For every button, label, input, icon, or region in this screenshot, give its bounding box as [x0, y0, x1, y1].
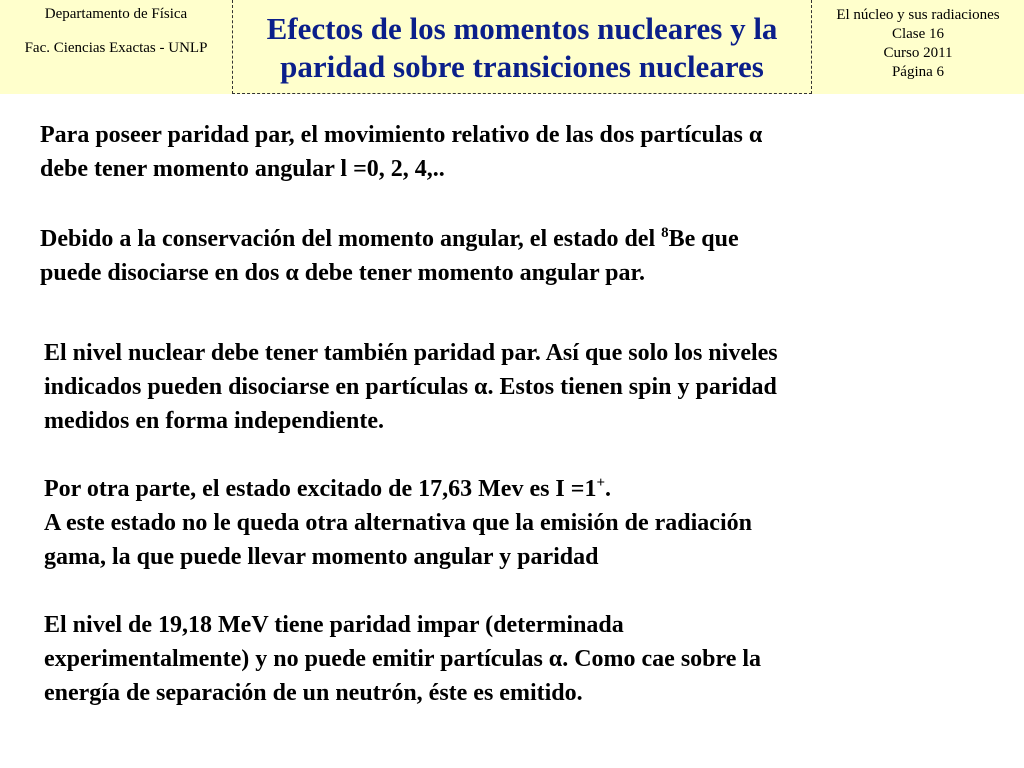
paragraph-nuclear-level-line2: indicados pueden disociarse en partículas α. Estos tienen spin y paridad — [44, 374, 777, 400]
slide-title-line1: Efectos de los momentos nucleares y la — [266, 11, 778, 46]
excited-state-text-b: . — [605, 476, 612, 502]
department-label: Departamento de Física — [44, 6, 188, 22]
conservation-text-b: Be que — [668, 226, 739, 252]
page-number: Página 6 — [891, 64, 945, 80]
paragraph-conservation-line2: puede disociarse en dos α debe tener momento angular par. — [40, 260, 645, 286]
excited-state-text-a: Por otra parte, el estado excitado de 17,63 Mev es I =1 — [44, 476, 597, 502]
parity-plus-sign: + — [596, 475, 606, 491]
paragraph-conservation — [40, 222, 739, 290]
beryllium-mass-number: 8 — [661, 225, 669, 241]
course-name: El núcleo y sus radiaciones — [836, 7, 1000, 23]
conservation-text-a: Debido a la conservación del momento angular, el estado del — [40, 226, 662, 252]
paragraph-parity-line1: Para poseer paridad par, el movimiento relativo de las dos partículas α — [40, 122, 763, 148]
paragraph-nuclear-level-line3: medidos en forma independiente. — [44, 408, 385, 434]
paragraph-parity-line2: debe tener momento angular l =0, 2, 4,.. — [40, 156, 445, 182]
slide-title-box — [232, 0, 812, 94]
paragraph-nuclear-level-line1: El nivel nuclear debe tener también paridad par. Así que solo los niveles — [44, 340, 778, 366]
slide-title-line2: paridad sobre transiciones nucleares — [280, 49, 764, 84]
paragraph-conservation-line1 — [40, 222, 739, 256]
faculty-label: Fac. Ciencias Exactas - UNLP — [24, 40, 208, 56]
paragraph-odd-parity-line2: experimentalmente) y no puede emitir partículas α. Como cae sobre la — [44, 646, 762, 672]
header-left-box — [0, 0, 232, 94]
paragraph-odd-parity — [44, 608, 761, 710]
paragraph-odd-parity-line3: energía de separación de un neutrón, éste es emitido. — [44, 680, 583, 706]
paragraph-excited-state-line3: gama, la que puede llevar momento angular y paridad — [44, 544, 599, 570]
paragraph-excited-state-line1 — [44, 472, 752, 506]
course-year: Curso 2011 — [883, 45, 953, 61]
header-right-box — [812, 0, 1024, 94]
paragraph-nuclear-level — [44, 336, 778, 438]
paragraph-excited-state — [44, 472, 752, 574]
paragraph-excited-state-line2: A este estado no le queda otra alternativa que la emisión de radiación — [44, 510, 752, 536]
paragraph-odd-parity-line1: El nivel de 19,18 MeV tiene paridad impar (determinada — [44, 612, 624, 638]
paragraph-parity — [40, 118, 762, 186]
class-number: Clase 16 — [891, 26, 945, 42]
